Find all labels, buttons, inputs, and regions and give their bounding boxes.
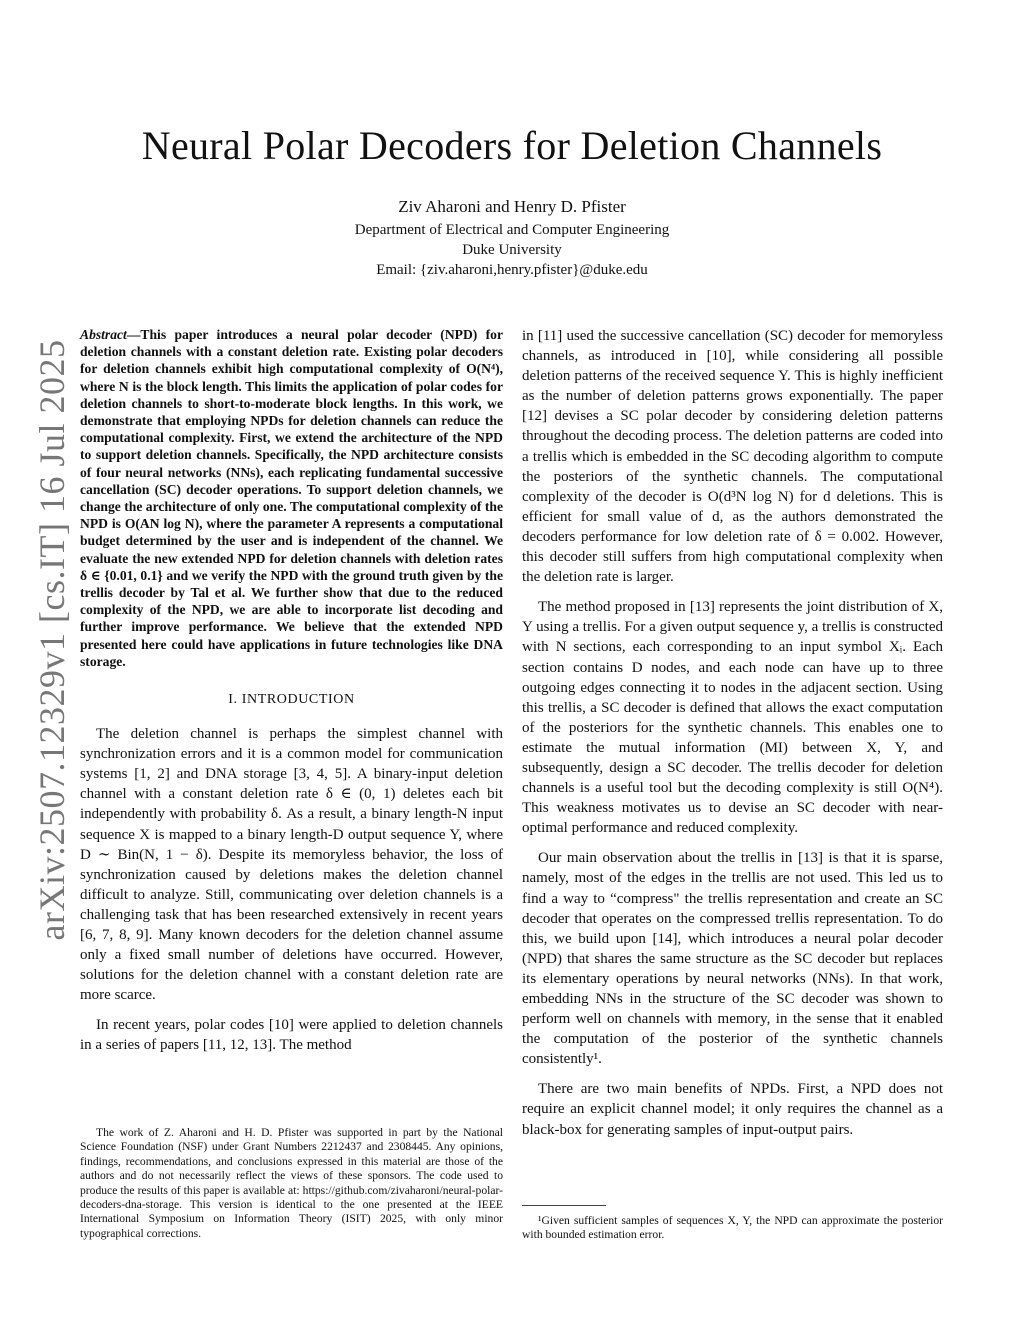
abstract-lead: Abstract — [80, 327, 127, 342]
right-paragraph-3: Our main observation about the trellis in [13] is that it is sparse, namely, most of the edges in the trellis are not used. This led us to find a way to “compress" the trellis representation and create an SC decoder that operates on the compressed trellis representation. To do this, we build upon [14], which introduces a neural polar decoder (NPD) that shares the same structure as the SC decoder but replaces its elementary operations by neural networks (NNs). In that work, embedding NNs in the structure of the SC decoder was shown to perform well on channels with memory, in the sense that it enabled the computation of the posterior of the synthetic channels consistently¹. — [522, 850, 943, 1068]
left-paragraph-1: The deletion channel is perhaps the simplest channel with synchronization errors and it is a common model for communication systems [1, 2] and DNA storage [3, 4, 5]. A binary-input deletion channel with a constant deletion rate δ ∈ (0, 1) deletes each bit independently with probability δ. As a result, a binary length-N input sequence X is mapped to a binary length-D output sequence Y, where D ∼ Bin(N, 1 − δ). Despite its memoryless behavior, the loss of synchronization caused by deletions makes the deletion channel difficult to analyze. Still, communicating over deletion channels is a challenging task that has been researched extensively in recent years [6, 7, 8, 9]. Many known decoders for the deletion channel assume only a fixed small number of deletions have occurred. However, solutions for the deletion channel with a constant deletion rate are more scarce. — [80, 726, 503, 1004]
footnote-funding: The work of Z. Aharoni and H. D. Pfister was supported in part by the National Science Foundation (NSF) under Grant Numbers 2212437 and 2308445. Any opinions, findings, recommendations, and conclusions expressed in this material are those of the authors and do not necessarily reflect the views of these sponsors. The code used to produce the results of this paper is available at: https://github.com/zivaharoni/neural-polar-decoders-dna-storage. This version is identical to the one presented at the IEEE International Symposium on Information Theory (ISIT) 2025, with only minor typographical corrections. — [80, 1126, 503, 1240]
right-paragraph-2: The method proposed in [13] represents the joint distribution of X, Y using a trellis. For a given output sequence y, a trellis is constructed with N sections, each corresponding to an input symbol Xᵢ. Each section contains D nodes, and each node can have up to three outgoing edges connecting it to nodes in the adjacent section. Using this trellis, a SC decoder is defined that allows the exact computation of the posteriors for the synthetic channels. This enables one to estimate the mutual information (MI) between X, Y, and subsequently, design a SC decoder. The trellis decoder for deletion channels is a useful tool but the decoding complexity is still O(N⁴). This weakness motivates us to devise an SC decoder with near-optimal performance and reduced complexity. — [522, 599, 943, 837]
arxiv-sidebar-stamp — [22, 280, 82, 1000]
affiliation-department: Department of Electrical and Computer Engineering — [354, 222, 670, 238]
footnote-left-block — [80, 1126, 503, 1241]
left-column — [80, 326, 503, 1066]
arxiv-identifier: arXiv:2507.12329v1 [cs.IT] 16 Jul 2025 — [32, 339, 72, 941]
right-paragraph-4: There are two main benefits of NPDs. First, a NPD does not require an explicit channel model; it only requires the channel as a black-box for generating samples of input-output pairs. — [522, 1081, 943, 1138]
left-paragraph-2: In recent years, polar codes [10] were applied to deletion channels in a series of papers [11, 12, 13]. The method — [80, 1017, 503, 1054]
section-heading-introduction: I. INTRODUCTION — [228, 692, 355, 708]
affiliation-university: Duke University — [462, 242, 562, 258]
footnote-divider — [522, 1205, 606, 1206]
footnote-right-block — [522, 1214, 943, 1243]
abstract — [80, 326, 503, 670]
abstract-text: —This paper introduces a neural polar decoder (NPD) for deletion channels with a constant deletion rate. Existing polar decoders for deletion channels exhibit high computational complexity of O(N⁴), where N is the block length. This limits the application of polar codes for deletion channels to short-to-moderate block lengths. In this work, we demonstrate that employing NPDs for deletion channels can reduce the computational complexity. First, we extend the architecture of the NPD to support deletion channels. Specifically, the NPD architecture consists of four neural networks (NNs), each replicating fundamental successive cancellation (SC) decoder operations. To support deletion channels, we change the architecture of only one. The computational complexity of the NPD is O(AN log N), where the parameter A represents a computational budget determined by the user and is independent of the channel. We evaluate the new extended NPD for deletion channels with deletion rates δ ∈ {0.01, 0.1} and we verify the NPD with the ground truth given by the trellis decoder by Tal et al. We further show that due to the reduced complexity of the NPD, we are able to incorporate list decoding and further improve performance. We believe that the extended NPD presented here could have applications in future technologies like DNA storage. — [80, 327, 503, 669]
right-paragraph-1: in [11] used the successive cancellation (SC) decoder for memoryless channels, as introduced in [10], while considering all possible deletion patterns of the received sequence Y. This is highly inefficient as the number of deletion patterns grows exponentially. The paper [12] devises a SC polar decoder by considering deletion patterns throughout the decoding process. The deletion patterns are coded into a trellis which is embedded in the SC decoding algorithm to compute the posteriors of the synthetic channels. The computational complexity of the decoder is O(d³N log N) for d deletions. This is efficient for small value of d, as the authors demonstrated the decoders performance for low deletion rate of δ = 0.002. However, this decoder still suffers from high computational complexity when the deletion rate is larger. — [522, 328, 943, 586]
footnote-1: ¹Given sufficient samples of sequences X, Y, the NPD can approximate the posterior with bounded estimation error. — [522, 1214, 943, 1242]
right-column — [522, 326, 943, 1150]
affiliation-email: Email: {ziv.aharoni,henry.pfister}@duke.edu — [376, 262, 648, 278]
paper-authors: Ziv Aharoni and Henry D. Pfister — [398, 197, 626, 216]
paper-title: Neural Polar Decoders for Deletion Channels — [141, 123, 883, 168]
